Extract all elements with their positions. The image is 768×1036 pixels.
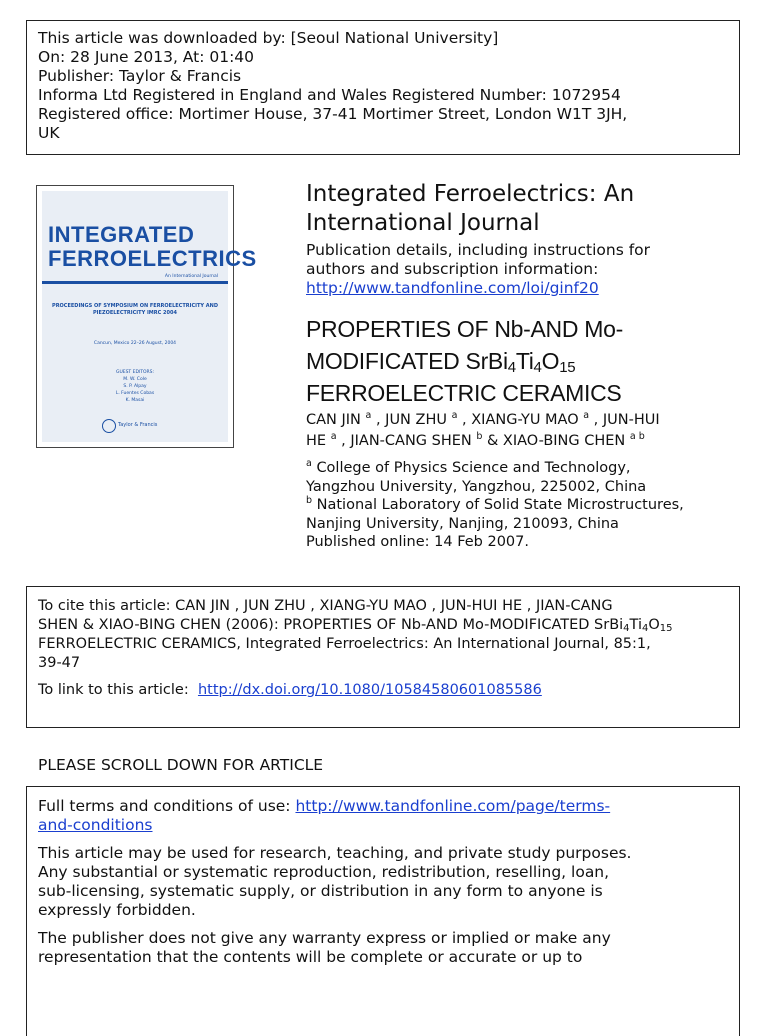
affiliation-sup: a	[365, 410, 372, 421]
article-title-line: FERROELECTRIC CERAMICS	[306, 380, 622, 406]
terms-url-link[interactable]: http://www.tandfonline.com/page/terms-	[295, 797, 611, 815]
publication-details	[306, 241, 650, 298]
published-date: Published online: 14 Feb 2007.	[306, 534, 529, 550]
terms-line: expressly forbidden.	[38, 901, 196, 919]
authors-line	[306, 410, 660, 431]
download-line: On: 28 June 2013, At: 01:40	[38, 48, 255, 66]
citation-box	[26, 586, 740, 728]
cover-background	[42, 191, 257, 442]
author: , XIANG-YU MAO	[462, 412, 579, 428]
affiliation-text: College of Physics Science and Technology,	[316, 460, 631, 476]
affiliation-sup: a b	[629, 431, 645, 442]
journal-title-line: International Journal	[306, 210, 540, 236]
publication-details-line: authors and subscription information:	[306, 260, 599, 278]
subscript: 4	[507, 359, 516, 376]
terms-url-link-cont[interactable]: and-conditions	[38, 816, 153, 834]
terms-line: This article may be used for research, teaching, and private study purposes.	[38, 844, 632, 862]
cover-publisher: Taylor & Francis	[118, 422, 158, 428]
terms-line: The publisher does not give any warranty express or implied or make any	[38, 929, 611, 947]
affiliation-line	[306, 496, 684, 515]
doi-link[interactable]: http://dx.doi.org/10.1080/10584580601085586	[197, 682, 542, 698]
subscript: 4	[642, 623, 649, 634]
article-title-line: PROPERTIES OF Nb-AND Mo-	[306, 316, 623, 342]
citation-text: O	[648, 617, 660, 633]
affiliation-text: National Laboratory of Solid State Microstructures,	[316, 497, 684, 513]
authors	[306, 410, 660, 452]
download-line: This article was downloaded by: [Seoul National University]	[38, 29, 499, 47]
author: , JUN ZHU	[375, 412, 447, 428]
subscript: 15	[559, 359, 576, 376]
download-info-box	[26, 20, 740, 155]
citation-line: FERROELECTRIC CERAMICS, Integrated Ferroelectrics: An International Journal, 85:1,	[38, 636, 651, 652]
cover-guest-editor: M. W. Cole	[123, 377, 147, 382]
citation-line: To cite this article: CAN JIN , JUN ZHU , XIANG-YU MAO , JUN-HUI HE , JIAN-CANG	[38, 598, 613, 614]
citation-line: 39-47	[38, 655, 81, 671]
title-text: MODIFICATED SrBi	[306, 348, 508, 374]
subscript: 4	[623, 623, 630, 634]
publication-details-line: Publication details, including instructions for	[306, 241, 651, 259]
cover-guest-editors	[52, 369, 218, 404]
affiliation-sup: a	[330, 431, 337, 442]
terms-line: sub-licensing, systematic supply, or distribution in any form to anyone is	[38, 882, 603, 900]
terms-line: Any substantial or systematic reproduction, redistribution, reselling, loan,	[38, 863, 610, 881]
journal-url-link[interactable]: http://www.tandfonline.com/loi/ginf20	[306, 279, 599, 297]
citation-text: SHEN & XIAO-BING CHEN (2006): PROPERTIES OF Nb-AND Mo-MODIFICATED SrBi	[38, 617, 624, 633]
terms-label: Full terms and conditions of use:	[38, 797, 291, 815]
download-line: UK	[38, 124, 60, 142]
journal-title-line: Integrated Ferroelectrics: An	[306, 181, 635, 207]
cover-title	[48, 223, 257, 271]
cover-title-line: FERROELECTRICS	[48, 246, 257, 271]
terms-line: representation that the contents will be complete or accurate or up to	[38, 948, 583, 966]
download-line: Registered office: Mortimer House, 37-41 Mortimer Street, London W1T 3JH,	[38, 105, 628, 123]
author: HE	[306, 433, 327, 449]
author: & XIAO-BING CHEN	[487, 433, 626, 449]
author: , JIAN-CANG SHEN	[341, 433, 472, 449]
affiliation-sup: b	[306, 495, 313, 506]
publisher-logo-icon	[102, 419, 116, 433]
author: , JUN-HUI	[593, 412, 660, 428]
article-link-label: To link to this article:	[38, 682, 189, 698]
article-link-line	[38, 681, 739, 700]
cover-location: Cancun, Mexico 22–26 August, 2004	[93, 341, 177, 346]
terms-of-use	[38, 797, 739, 835]
terms-paragraph	[38, 844, 739, 920]
affiliation-sup: a	[583, 410, 590, 421]
affiliations	[306, 459, 684, 552]
article-title	[306, 313, 623, 409]
affiliation-sup: b	[476, 431, 483, 442]
journal-cover-image	[36, 185, 257, 448]
title-text: O	[541, 348, 560, 374]
cover-band	[42, 281, 228, 284]
cover-title-line: INTEGRATED	[48, 222, 195, 247]
affiliation-sup: a	[306, 458, 312, 469]
cover-subtitle: An International Journal	[164, 274, 218, 279]
authors-line	[306, 431, 660, 452]
citation-text: Ti	[629, 617, 642, 633]
cover-guest-label: GUEST EDITORS:	[115, 370, 155, 375]
article-title-line	[306, 345, 623, 377]
download-line: Informa Ltd Registered in England and Wales Registered Number: 1072954	[38, 86, 621, 104]
subscript: 4	[533, 359, 542, 376]
cover-guest-editor: K. Masai	[125, 398, 145, 403]
cover-guest-editor: S. P. Alpay	[123, 384, 147, 389]
title-text: Ti	[515, 348, 534, 374]
affiliation-line: Yangzhou University, Yangzhou, 225002, China	[306, 478, 647, 495]
author: CAN JIN	[306, 412, 361, 428]
cover-guest-editor: L. Fuentes Cobas	[115, 391, 155, 396]
affiliation-line: Nanjing University, Nanjing, 210093, China	[306, 515, 619, 532]
scroll-notice: PLEASE SCROLL DOWN FOR ARTICLE	[38, 756, 324, 774]
subscript: 15	[659, 623, 673, 634]
citation-line	[38, 616, 739, 635]
cover-proceedings: PROCEEDINGS OF SYMPOSIUM ON FERROELECTRICITY AND PIEZOELECTRICITY IMRC 2004	[52, 303, 218, 316]
affiliation-line	[306, 459, 684, 478]
affiliation-sup: a	[451, 410, 458, 421]
terms-box	[26, 786, 740, 1036]
terms-paragraph	[38, 929, 739, 967]
journal-title	[306, 180, 634, 238]
download-line: Publisher: Taylor & Francis	[38, 67, 242, 85]
